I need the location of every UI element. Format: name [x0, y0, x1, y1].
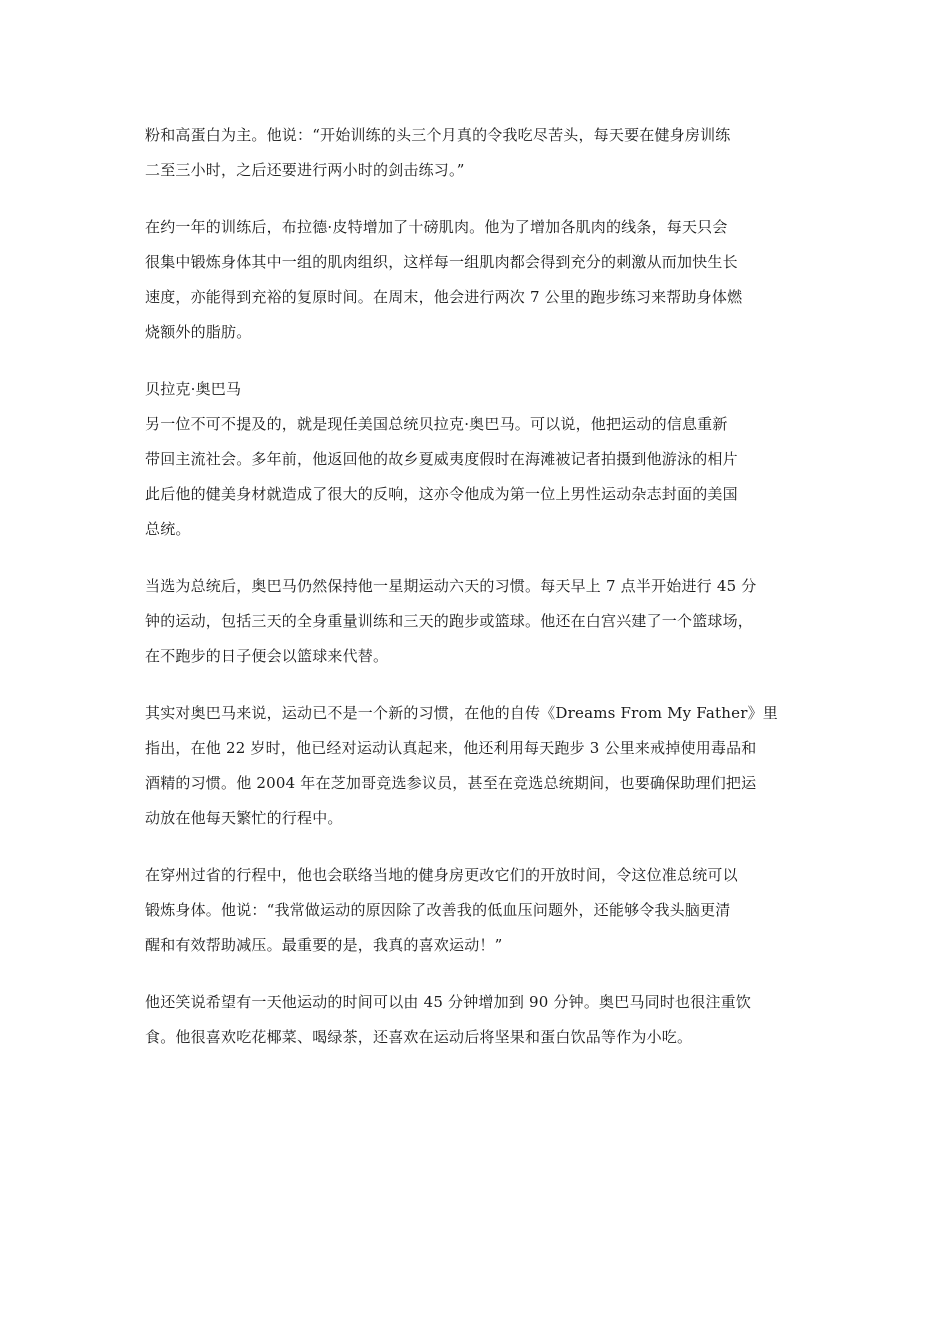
text-line: 食。他很喜欢吃花椰菜、喝绿茶，还喜欢在运动后将坚果和蛋白饮品等作为小吃。 — [145, 1028, 693, 1046]
text-line: 此后他的健美身材就造成了很大的反响，这亦令他成为第一位上男性运动杂志封面的美国 — [145, 485, 738, 503]
text-line: 速度，亦能得到充裕的复原时间。在周末，他会进行两次 7 公里的跑步练习来帮助身体燃 — [145, 288, 743, 306]
text-line: 二至三小时，之后还要进行两小时的剑击练习。” — [145, 161, 465, 179]
text-line: 钟的运动，包括三天的全身重量训练和三天的跑步或篮球。他还在白宫兴建了一个篮球场， — [145, 612, 754, 630]
text-line: 当选为总统后，奥巴马仍然保持他一星期运动六天的习惯。每天早上 7 点半开始进行 45 分 — [145, 577, 757, 595]
text-line: 烧额外的脂肪。 — [145, 323, 252, 341]
text-line: 在穿州过省的行程中，他也会联络当地的健身房更改它们的开放时间，令这位准总统可以 — [145, 866, 738, 884]
paragraph-6 — [145, 858, 825, 963]
text-line: 很集中锻炼身体其中一组的肌肉组织，这样每一组肌肉都会得到充分的刺激从而加快生长 — [145, 253, 738, 271]
text-line: 他还笑说希望有一天他运动的时间可以由 45 分钟增加到 90 分钟。奥巴马同时也很注重饮 — [145, 993, 752, 1011]
text-line: 其实对奥巴马来说，运动已不是一个新的习惯，在他的自传《Dreams From My Father》里 — [145, 704, 778, 722]
paragraph-5 — [145, 696, 825, 836]
text-line: 指出，在他 22 岁时，他已经对运动认真起来，他还利用每天跑步 3 公里来戒掉使用毒品和 — [145, 739, 757, 757]
paragraph-1 — [145, 118, 825, 188]
text-line: 带回主流社会。多年前，他返回他的故乡夏威夷度假时在海滩被记者拍摄到他游泳的相片 — [145, 450, 738, 468]
paragraph-2 — [145, 210, 825, 350]
text-line: 在约一年的训练后，布拉德·皮特增加了十磅肌肉。他为了增加各肌肉的线条，每天只会 — [145, 218, 728, 236]
paragraph-7 — [145, 985, 825, 1055]
section-heading: 贝拉克·奥巴马 — [145, 380, 242, 398]
text-line: 动放在他每天繁忙的行程中。 — [145, 809, 343, 827]
document-body — [145, 118, 825, 1077]
text-line: 粉和高蛋白为主。他说：“开始训练的头三个月真的令我吃尽苦头，每天要在健身房训练 — [145, 126, 731, 144]
text-line: 酒精的习惯。他 2004 年在芝加哥竞选参议员，甚至在竞选总统期间，也要确保助理们把运 — [145, 774, 757, 792]
text-line: 总统。 — [145, 520, 191, 538]
paragraph-3 — [145, 372, 825, 547]
text-line: 醒和有效帮助减压。最重要的是，我真的喜欢运动！” — [145, 936, 503, 954]
paragraph-4 — [145, 569, 825, 674]
text-line: 锻炼身体。他说：“我常做运动的原因除了改善我的低血压问题外，还能够令我头脑更清 — [145, 901, 731, 919]
text-line: 在不跑步的日子便会以篮球来代替。 — [145, 647, 389, 665]
text-line: 另一位不可不提及的，就是现任美国总统贝拉克·奥巴马。可以说，他把运动的信息重新 — [145, 415, 728, 433]
